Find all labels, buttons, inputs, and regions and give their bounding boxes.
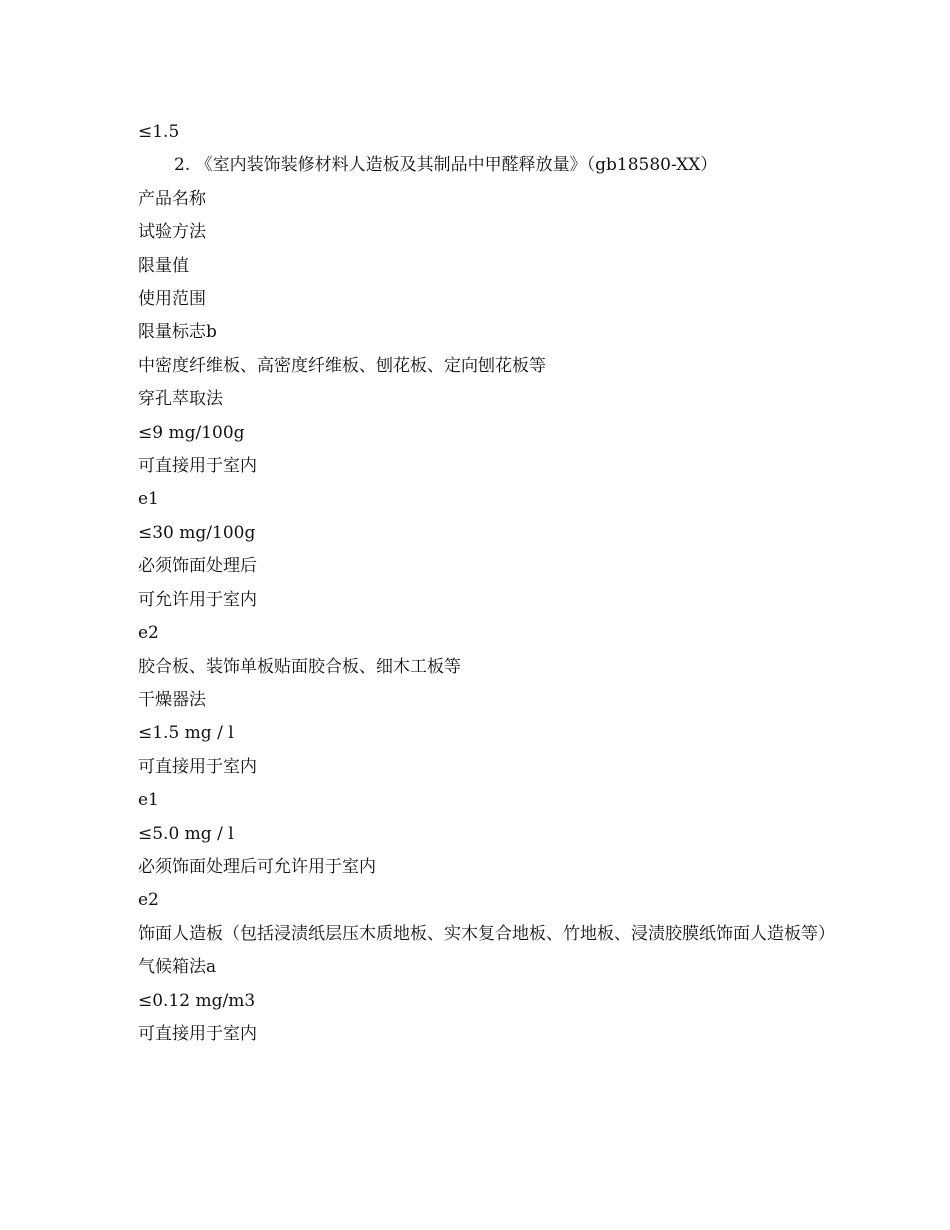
text-line: 产品名称 [138,188,206,209]
text-line: e2 [138,890,159,911]
text-line: 使用范围 [138,289,206,310]
text-line: 胶合板、装饰单板贴面胶合板、细木工板等 [138,656,461,677]
text-line: 穿孔萃取法 [138,389,223,410]
text-line: e2 [138,623,159,644]
text-line: e1 [138,790,159,811]
text-line: 限量标志b [138,322,217,343]
text-line: ≤9 mg/100g [138,422,245,443]
text-line: 气候箱法a [138,957,217,978]
text-line: e1 [138,489,159,510]
text-line: 可直接用于室内 [138,756,257,777]
text-line: 可直接用于室内 [138,456,257,477]
text-line: 可允许用于室内 [138,589,257,610]
text-line: 限量值 [138,255,189,276]
text-line: ≤1.5 mg / l [138,723,234,744]
text-line: ≤0.12 mg/m3 [138,990,256,1011]
text-line: 中密度纤维板、高密度纤维板、刨花板、定向刨花板等 [138,355,546,376]
text-line: ≤1.5 [138,122,180,142]
text-line: ≤30 mg/100g [138,522,256,543]
text-line: 可直接用于室内 [138,1023,257,1044]
text-line: 试验方法 [138,222,206,243]
text-line: 干燥器法 [138,689,206,710]
text-line: 必须饰面处理后可允许用于室内 [138,856,376,877]
document-body [138,116,835,1051]
section-heading: 2. 《室内装饰装修材料人造板及其制品中甲醛释放量》（gb18580-XX） [174,155,718,176]
text-line: ≤5.0 mg / l [138,823,234,844]
text-line: 饰面人造板（包括浸渍纸层压木质地板、实木复合地板、竹地板、浸渍胶膜纸饰面人造板等） [138,923,835,944]
text-line: 必须饰面处理后 [138,556,257,577]
